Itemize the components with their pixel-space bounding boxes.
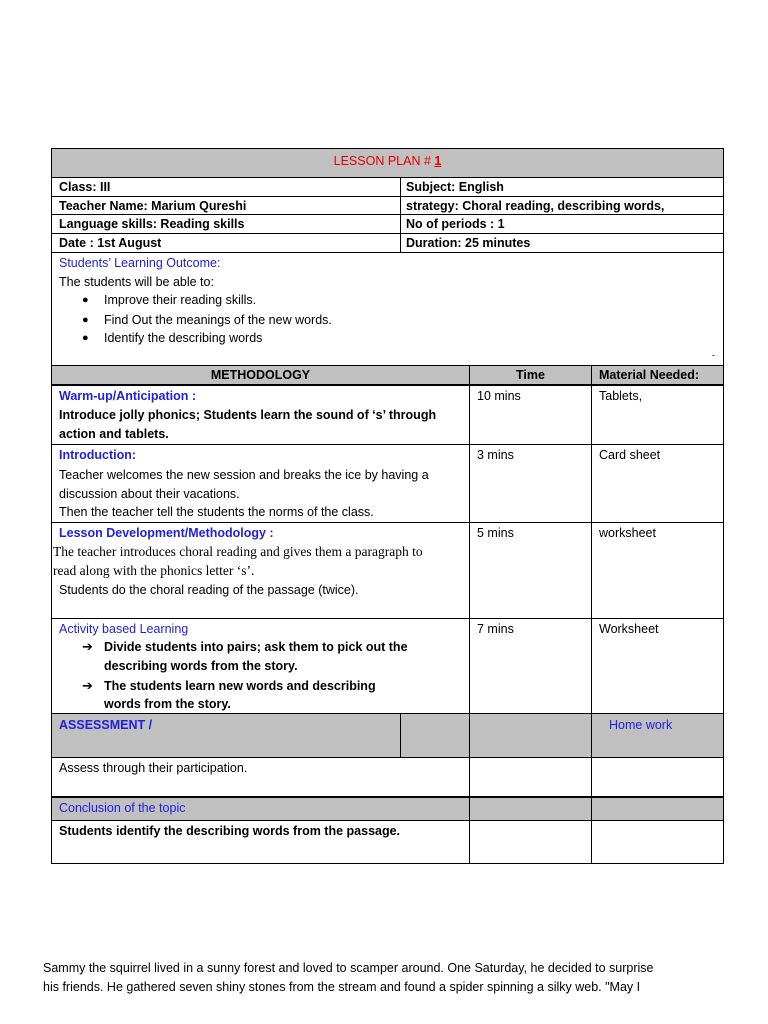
activity-text: words from the story. <box>104 697 231 711</box>
subject-cell: Subject: English <box>406 180 504 194</box>
conclusion-text: Students identify the describing words from the passage. <box>59 824 401 838</box>
activity-heading: Activity based Learning <box>59 622 189 636</box>
outcome-item: Find Out the meanings of the new words. <box>104 313 332 327</box>
warmup-text: Introduce jolly phonics; Students learn the sound of ‘s’ through <box>59 408 437 422</box>
development-material: worksheet <box>599 526 656 540</box>
assessment-heading: ASSESSMENT / <box>59 718 153 732</box>
development-text: The teacher introduces choral reading and gives them a paragraph to <box>53 544 423 559</box>
grid-line <box>51 820 724 821</box>
grid-line <box>51 444 724 445</box>
grid-line <box>51 365 724 366</box>
development-text: read along with the phonics letter ‘s’. <box>53 563 255 578</box>
grid-line <box>400 713 401 758</box>
development-time: 5 mins <box>477 526 514 540</box>
activity-text: The students learn new words and describing <box>104 679 376 693</box>
introduction-material: Card sheet <box>599 448 661 462</box>
grid-line <box>51 196 724 197</box>
grid-line <box>51 713 724 714</box>
grid-line <box>51 796 724 798</box>
grid-line <box>51 522 724 523</box>
duration-cell: Duration: 25 minutes <box>406 236 531 250</box>
grid-line <box>51 233 724 234</box>
grid-line <box>469 365 470 864</box>
activity-text: Divide students into pairs; ask them to pick out the <box>104 640 408 654</box>
warmup-material: Tablets, <box>599 389 643 403</box>
introduction-text: Teacher welcomes the new session and breaks the ice by having a <box>59 468 429 482</box>
outcome-heading: Students’ Learning Outcome: <box>59 256 221 270</box>
grid-line <box>51 384 724 386</box>
grid-line <box>723 148 724 864</box>
strategy-cell: strategy: Choral reading, describing words, <box>406 199 665 213</box>
teacher-cell: Teacher Name: Marium Qureshi <box>59 199 247 213</box>
grid-line <box>51 863 724 864</box>
story-text: his friends. He gathered seven shiny stones from the stream and found a spider spinning a silky web. "May I <box>43 980 641 994</box>
activity-time: 7 mins <box>477 622 514 636</box>
introduction-time: 3 mins <box>477 448 514 462</box>
arrow-right-icon: ➔ <box>82 678 93 693</box>
corner-mark: - <box>712 350 715 360</box>
grid-line <box>51 148 724 149</box>
activity-text: describing words from the story. <box>104 659 298 673</box>
grid-line <box>51 214 724 215</box>
language-skills-cell: Language skills: Reading skills <box>59 217 245 231</box>
grid-line <box>51 177 724 178</box>
conclusion-heading: Conclusion of the topic <box>59 801 186 815</box>
material-header: Material Needed: <box>599 368 700 382</box>
bullet-icon: ● <box>82 294 89 306</box>
development-heading: Lesson Development/Methodology : <box>59 526 274 540</box>
grid-line <box>400 177 401 253</box>
title-prefix: LESSON PLAN # <box>333 154 435 168</box>
assessment-text: Assess through their participation. <box>59 761 248 775</box>
homework-label: Home work <box>609 718 673 732</box>
warmup-time: 10 mins <box>477 389 521 403</box>
grid-line <box>51 252 724 253</box>
outcome-item: Improve their reading skills. <box>104 293 257 307</box>
title-number: 1 <box>434 154 442 168</box>
introduction-heading: Introduction: <box>59 448 137 462</box>
grid-line <box>51 757 724 758</box>
methodology-header: METHODOLOGY <box>210 368 311 382</box>
bullet-icon: ● <box>82 332 89 344</box>
grid-line <box>51 618 724 619</box>
story-text: Sammy the squirrel lived in a sunny forest and loved to scamper around. One Saturday, he decided to surprise <box>43 961 654 975</box>
date-cell: Date : 1st August <box>59 236 162 250</box>
time-header: Time <box>516 368 545 382</box>
warmup-text: action and tablets. <box>59 427 169 441</box>
grid-line <box>51 148 52 864</box>
page-title <box>52 153 723 169</box>
warmup-heading: Warm-up/Anticipation : <box>59 389 197 403</box>
class-cell: Class: III <box>59 180 111 194</box>
periods-cell: No of periods : 1 <box>406 217 505 231</box>
development-text: Students do the choral reading of the passage (twice). <box>59 583 359 597</box>
bullet-icon: ● <box>82 314 89 326</box>
outcome-item: Identify the describing words <box>104 331 263 345</box>
arrow-right-icon: ➔ <box>82 639 93 654</box>
introduction-text: discussion about their vacations. <box>59 487 240 501</box>
grid-line <box>591 365 592 864</box>
activity-material: Worksheet <box>599 622 659 636</box>
outcome-intro: The students will be able to: <box>59 275 214 289</box>
introduction-text: Then the teacher tell the students the norms of the class. <box>59 505 374 519</box>
